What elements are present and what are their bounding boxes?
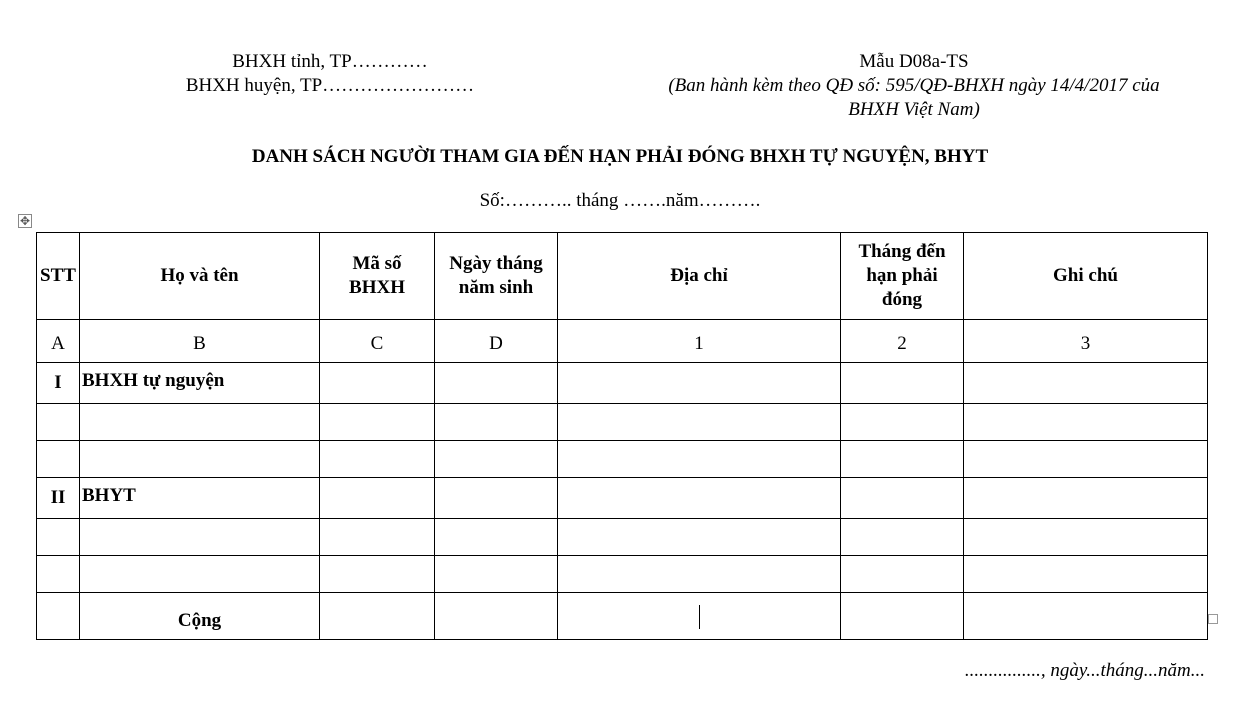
- table-cell[interactable]: [964, 441, 1208, 478]
- section-name[interactable]: BHYT: [80, 478, 320, 519]
- table-cell[interactable]: [320, 556, 435, 593]
- table-cell[interactable]: [964, 593, 1208, 640]
- table-cell[interactable]: [558, 363, 841, 404]
- table-cell[interactable]: [320, 363, 435, 404]
- index-cell[interactable]: B: [80, 320, 320, 363]
- section-row-voluntary-insurance: [37, 363, 1208, 404]
- section-name[interactable]: BHXH tự nguyện: [80, 363, 320, 404]
- issued-note-line1: (Ban hành kèm theo QĐ số: 595/QĐ-BHXH ngày 14/4/2017 của: [668, 75, 1160, 96]
- header-full-name[interactable]: Họ và tên: [80, 233, 320, 320]
- date-place-line: ................, ngày...tháng...năm...: [964, 660, 1205, 681]
- table-cell[interactable]: [964, 404, 1208, 441]
- index-cell[interactable]: C: [320, 320, 435, 363]
- table-cell[interactable]: [80, 556, 320, 593]
- header-due-month[interactable]: Tháng đến hạn phải đóng: [841, 233, 964, 320]
- form-header: [628, 50, 1200, 122]
- issued-note-line2: BHXH Việt Nam): [848, 99, 980, 120]
- table-resize-handle-icon[interactable]: [1208, 614, 1218, 624]
- table-cell[interactable]: [80, 404, 320, 441]
- index-cell[interactable]: 2: [841, 320, 964, 363]
- table-cell[interactable]: [841, 519, 964, 556]
- table-row: [37, 441, 1208, 478]
- table-row: [37, 556, 1208, 593]
- header-stt[interactable]: STT: [37, 233, 80, 320]
- province-office-line: BHXH tỉnh, TP…………: [232, 51, 428, 72]
- header-date-of-birth[interactable]: Ngày tháng năm sinh: [435, 233, 558, 320]
- section-row-health-insurance: [37, 478, 1208, 519]
- index-cell[interactable]: 3: [964, 320, 1208, 363]
- table-cell[interactable]: [37, 519, 80, 556]
- table-cell[interactable]: [435, 519, 558, 556]
- table-cell[interactable]: [558, 441, 841, 478]
- column-index-row: [37, 320, 1208, 363]
- table-cell[interactable]: [37, 556, 80, 593]
- agency-header: [150, 50, 510, 98]
- table-cell[interactable]: [964, 363, 1208, 404]
- table-cell[interactable]: [320, 441, 435, 478]
- table-cell[interactable]: [558, 593, 841, 640]
- table-cell[interactable]: [80, 519, 320, 556]
- header-notes[interactable]: Ghi chú: [964, 233, 1208, 320]
- table-cell[interactable]: [37, 441, 80, 478]
- table-row: [37, 519, 1208, 556]
- table-cell[interactable]: [841, 441, 964, 478]
- table-cell[interactable]: [80, 441, 320, 478]
- table-cell[interactable]: [320, 478, 435, 519]
- document-number-line: Số:……….. tháng …….năm……….: [479, 190, 761, 211]
- table-cell[interactable]: [37, 404, 80, 441]
- table-cell[interactable]: [320, 404, 435, 441]
- text-cursor: [699, 605, 700, 629]
- document-title: DANH SÁCH NGƯỜI THAM GIA ĐẾN HẠN PHẢI ĐÓNG BHXH TỰ NGUYỆN, BHYT: [251, 146, 989, 167]
- table-cell[interactable]: [558, 478, 841, 519]
- table-cell[interactable]: [435, 556, 558, 593]
- table-cell[interactable]: [435, 441, 558, 478]
- table-cell[interactable]: [841, 593, 964, 640]
- table-cell[interactable]: [435, 363, 558, 404]
- total-row: [37, 593, 1208, 640]
- table-cell[interactable]: [320, 593, 435, 640]
- index-cell[interactable]: A: [37, 320, 80, 363]
- table-move-handle-icon[interactable]: ✥: [19, 214, 31, 228]
- form-code: Mẫu D08a-TS: [859, 51, 969, 72]
- table-cell[interactable]: [964, 519, 1208, 556]
- index-cell[interactable]: 1: [558, 320, 841, 363]
- table-cell[interactable]: [558, 556, 841, 593]
- table-row: [37, 404, 1208, 441]
- header-address[interactable]: Địa chỉ: [558, 233, 841, 320]
- section-number[interactable]: I: [37, 363, 80, 404]
- table-cell[interactable]: [558, 404, 841, 441]
- table-cell[interactable]: [435, 404, 558, 441]
- table-cell[interactable]: [558, 519, 841, 556]
- table-cell[interactable]: [964, 478, 1208, 519]
- table-header-row: [37, 233, 1208, 320]
- total-label[interactable]: Cộng: [80, 593, 320, 640]
- district-office-line: BHXH huyện, TP……………………: [185, 75, 475, 96]
- table-cell[interactable]: [37, 593, 80, 640]
- table-cell[interactable]: [841, 363, 964, 404]
- participants-table: [36, 232, 1208, 640]
- table-cell[interactable]: [320, 519, 435, 556]
- table-cell[interactable]: [964, 556, 1208, 593]
- table-cell[interactable]: [435, 593, 558, 640]
- table-cell[interactable]: [435, 478, 558, 519]
- table-cell[interactable]: [841, 556, 964, 593]
- table-cell[interactable]: [841, 478, 964, 519]
- section-number[interactable]: II: [37, 478, 80, 519]
- index-cell[interactable]: D: [435, 320, 558, 363]
- table-cell[interactable]: [841, 404, 964, 441]
- header-social-insurance-number[interactable]: Mã số BHXH: [320, 233, 435, 320]
